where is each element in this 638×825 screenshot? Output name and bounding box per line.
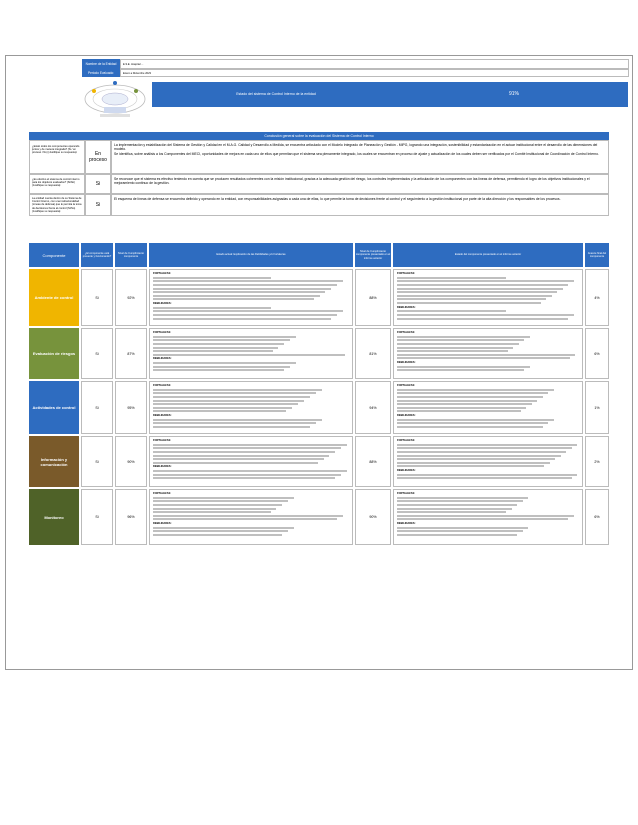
conclusion-table — [29, 140, 609, 214]
weaknesses-label: DEBILIDADES: — [397, 413, 416, 417]
text-line — [397, 277, 506, 279]
mipg-logo — [80, 77, 150, 122]
text-line — [153, 347, 278, 349]
mipg-diagram-icon — [80, 77, 150, 122]
component-present: Si — [81, 489, 113, 545]
weaknesses-label: DEBILIDADES: — [153, 413, 172, 417]
text-line — [397, 396, 543, 398]
component-current-state — [149, 489, 353, 545]
text-line — [397, 354, 575, 356]
text-line — [153, 354, 345, 356]
text-line — [153, 350, 273, 352]
text-line — [397, 474, 577, 476]
text-line — [153, 518, 337, 520]
conclusion-text-1: La implementación y estabilización del Sistema de Gestión y Calidad en el M.A.G. Calidad y Desarrollo a Medida, se encuentra articulado con el Modelo Integrado de Planeación y Gestión - MIPG, logrando una integración, sostenibilidad y estandarización en el actuar institucional entre el desarrollo de las dimensiones del modelo. Se identifica, sobre análisis a los Componentes del MECI, oportunidades de mejora en cada uno de ellos que permitan que el sistema sea plenamente integrado, los cuales se encuentran en proceso de ajuste y actualización de los cuales deben ser verificados por el Comité Institucional de Coordinación de Control Interno. — [111, 140, 609, 174]
text-line — [153, 307, 271, 309]
strengths-label: FORTALEZAS: — [153, 384, 172, 387]
component-level: 87% — [115, 328, 147, 379]
component-name: Monitoreo — [29, 489, 79, 545]
text-line — [397, 465, 544, 467]
component-prev-level: 88% — [355, 269, 391, 326]
text-line — [397, 336, 530, 338]
component-advance: 6% — [585, 489, 609, 545]
text-line — [397, 347, 513, 349]
component-row — [29, 489, 609, 545]
text-line — [153, 284, 337, 286]
text-line — [153, 295, 320, 297]
header-present: ¿El componente está presente y funcionando? — [81, 243, 113, 267]
text-line — [397, 357, 570, 359]
component-name: Evaluación de riesgos — [29, 328, 79, 379]
text-line — [397, 318, 568, 320]
strengths-label: FORTALEZAS: — [397, 439, 416, 442]
text-line — [397, 339, 524, 341]
header-prev-level: Nivel de Cumplimiento componente presentado en el informe anterior — [355, 243, 391, 267]
component-level: 90% — [115, 436, 147, 487]
conclusion-answer-3: Si — [85, 194, 111, 216]
conclusion-answer-2: Si — [85, 174, 111, 194]
text-line — [153, 451, 335, 453]
component-present: Si — [81, 436, 113, 487]
component-name: Información y comunicación — [29, 436, 79, 487]
component-row — [29, 381, 609, 434]
text-line — [397, 444, 577, 446]
text-line — [397, 284, 568, 286]
header-prev-state: Estado del componente presentado en el informe anterior — [393, 243, 583, 267]
conclusion-text-2: Se reconoce que el sistema es efectivo teniendo en cuenta que se producen resultados coherentes con la misión institucional, gracias a la adecuada gestión del riesgo, los controles implementados y la articulación de los componentes con las líneas de defensa, permitiendo el logro de los objetivos institucionales y el mejoramiento continuo de la gestión. — [111, 174, 609, 194]
strengths-label: FORTALEZAS: — [397, 331, 416, 334]
text-line — [153, 310, 343, 312]
conclusion-text-3: El esquema de líneas de defensa se encuentra definido y operando en la entidad, con responsabilidades asignadas a cada una de ellas, lo que permite la toma de decisiones frente al control y el seguimiento a la gestión institucional por parte de la alta dirección y los responsables de los procesos. — [111, 194, 609, 216]
text-line — [153, 369, 284, 371]
component-current-state — [149, 328, 353, 379]
text-line — [397, 291, 557, 293]
text-line — [153, 470, 347, 472]
text-line — [153, 462, 318, 464]
text-line — [153, 288, 331, 290]
text-line — [153, 280, 343, 282]
weaknesses-label: DEBILIDADES: — [397, 305, 416, 309]
entity-name-label: Nombre de la Entidad — [82, 59, 120, 69]
weaknesses-label: DEBILIDADES: — [153, 301, 172, 305]
text-line — [397, 451, 566, 453]
component-prev-state — [393, 328, 583, 379]
text-line — [153, 400, 304, 402]
text-line — [397, 410, 521, 412]
conclusion-question-2: ¿Es efectivo el sistema de control interno para los objetivos evaluados? (Si/No) (Justifique su respuesta): — [29, 174, 85, 194]
component-level: 92% — [115, 269, 147, 326]
text-line — [397, 419, 554, 421]
component-prev-state — [393, 381, 583, 434]
component-level: 96% — [115, 489, 147, 545]
text-line — [397, 392, 548, 394]
text-line — [397, 504, 517, 506]
component-current-state — [149, 269, 353, 326]
text-line — [153, 447, 341, 449]
text-line — [153, 515, 343, 517]
text-line — [397, 288, 563, 290]
strengths-label: FORTALEZAS: — [153, 439, 172, 442]
text-line — [153, 444, 347, 446]
status-label: Estado del sistema de Control Interno de la entidad — [152, 82, 400, 107]
text-line — [153, 511, 271, 513]
strengths-label: FORTALEZAS: — [397, 492, 416, 495]
weaknesses-label: DEBILIDADES: — [397, 521, 416, 525]
text-line — [397, 310, 506, 312]
component-advance: 2% — [585, 436, 609, 487]
text-line — [397, 422, 548, 424]
weaknesses-label: DEBILIDADES: — [153, 357, 172, 361]
component-current-state — [149, 436, 353, 487]
component-advance: 4% — [585, 269, 609, 326]
text-line — [153, 366, 290, 368]
text-line — [397, 302, 541, 304]
conclusion-answer-1: En proceso — [85, 140, 111, 174]
component-prev-state — [393, 436, 583, 487]
component-prev-level: 81% — [355, 328, 391, 379]
text-line — [153, 422, 316, 424]
text-line — [153, 458, 324, 460]
text-line — [397, 511, 506, 513]
text-line — [397, 462, 550, 464]
text-line — [153, 339, 290, 341]
text-line — [153, 527, 294, 529]
text-line — [397, 280, 574, 282]
text-line — [397, 400, 537, 402]
text-line — [397, 426, 543, 428]
text-line — [397, 530, 523, 532]
text-line — [397, 458, 555, 460]
component-name: Ambiente de control — [29, 269, 79, 326]
component-present: Si — [81, 381, 113, 434]
text-line — [153, 410, 286, 412]
text-line — [397, 295, 552, 297]
weaknesses-label: DEBILIDADES: — [153, 521, 172, 525]
component-advance: 1% — [585, 381, 609, 434]
report-sheet — [5, 55, 633, 670]
text-line — [397, 518, 568, 520]
component-present: Si — [81, 269, 113, 326]
status-value: 91% — [400, 82, 628, 107]
text-line — [397, 403, 532, 405]
text-line — [397, 508, 512, 510]
text-line — [153, 277, 271, 279]
text-line — [153, 500, 288, 502]
component-prev-level: 94% — [355, 381, 391, 434]
text-line — [153, 403, 298, 405]
text-line — [397, 497, 528, 499]
strengths-label: FORTALEZAS: — [153, 331, 172, 334]
text-line — [397, 500, 523, 502]
text-line — [153, 530, 288, 532]
text-line — [397, 298, 546, 300]
component-prev-level: 90% — [355, 489, 391, 545]
text-line — [397, 366, 530, 368]
entity-name-value: E.S.E. Hospital ... — [120, 59, 629, 69]
text-line — [153, 389, 322, 391]
conclusion-title: Conclusión general sobre la evaluación del Sistema de Control Interno — [29, 132, 609, 140]
text-line — [397, 447, 572, 449]
text-line — [153, 291, 325, 293]
text-line — [397, 389, 554, 391]
text-line — [153, 343, 284, 345]
component-current-state — [149, 381, 353, 434]
text-line — [153, 508, 276, 510]
text-line — [397, 343, 519, 345]
header-level: Nivel de Cumplimiento componente — [115, 243, 147, 267]
period-value: Enero a Diciembre 2023 — [120, 69, 629, 77]
component-row — [29, 269, 609, 326]
component-prev-state — [393, 269, 583, 326]
text-line — [153, 504, 282, 506]
component-advance: 6% — [585, 328, 609, 379]
text-line — [397, 527, 528, 529]
text-line — [153, 318, 331, 320]
header-current-state: Estado actual: Explicación de las Debilidades y/o Fortalezas — [149, 243, 353, 267]
component-table-header — [29, 243, 609, 267]
period-label: Periodo Evaluado: — [82, 69, 120, 77]
text-line — [153, 474, 341, 476]
text-line — [397, 407, 526, 409]
text-line — [153, 407, 292, 409]
text-line — [397, 369, 524, 371]
conclusion-question-1: ¿Están todos los componentes operando juntos y de manera integrada? (Si / en proceso / No) (Justifique su respuesta): — [29, 140, 85, 174]
text-line — [397, 515, 574, 517]
text-line — [153, 455, 329, 457]
text-line — [397, 455, 561, 457]
text-line — [153, 534, 282, 536]
component-row — [29, 436, 609, 487]
component-level: 95% — [115, 381, 147, 434]
text-line — [153, 477, 335, 479]
weaknesses-label: DEBILIDADES: — [397, 468, 416, 472]
component-row — [29, 328, 609, 379]
text-line — [153, 362, 296, 364]
strengths-label: FORTALEZAS: — [153, 272, 172, 275]
weaknesses-label: DEBILIDADES: — [153, 465, 172, 469]
component-prev-state — [393, 489, 583, 545]
text-line — [153, 419, 322, 421]
text-line — [153, 336, 296, 338]
conclusion-question-3: La entidad cuenta dentro de su Sistema de Control Interno, con una institucionalidad (Líneas de defensa) que le permita la toma de decisiones frente al control (Si/No) (Justifique su respuesta): — [29, 194, 85, 216]
text-line — [153, 392, 316, 394]
weaknesses-label: DEBILIDADES: — [397, 360, 416, 364]
text-line — [153, 396, 310, 398]
strengths-label: FORTALEZAS: — [397, 272, 416, 275]
strengths-label: FORTALEZAS: — [153, 492, 172, 495]
header-component: Componente — [29, 243, 79, 267]
text-line — [153, 314, 337, 316]
component-name: Actividades de control — [29, 381, 79, 434]
text-line — [153, 298, 314, 300]
text-line — [397, 314, 574, 316]
text-line — [397, 534, 517, 536]
text-line — [397, 350, 508, 352]
component-present: Si — [81, 328, 113, 379]
text-line — [153, 497, 294, 499]
component-prev-level: 88% — [355, 436, 391, 487]
header-advance: Avance final del componente — [585, 243, 609, 267]
text-line — [153, 426, 310, 428]
strengths-label: FORTALEZAS: — [397, 384, 416, 387]
text-line — [397, 477, 572, 479]
